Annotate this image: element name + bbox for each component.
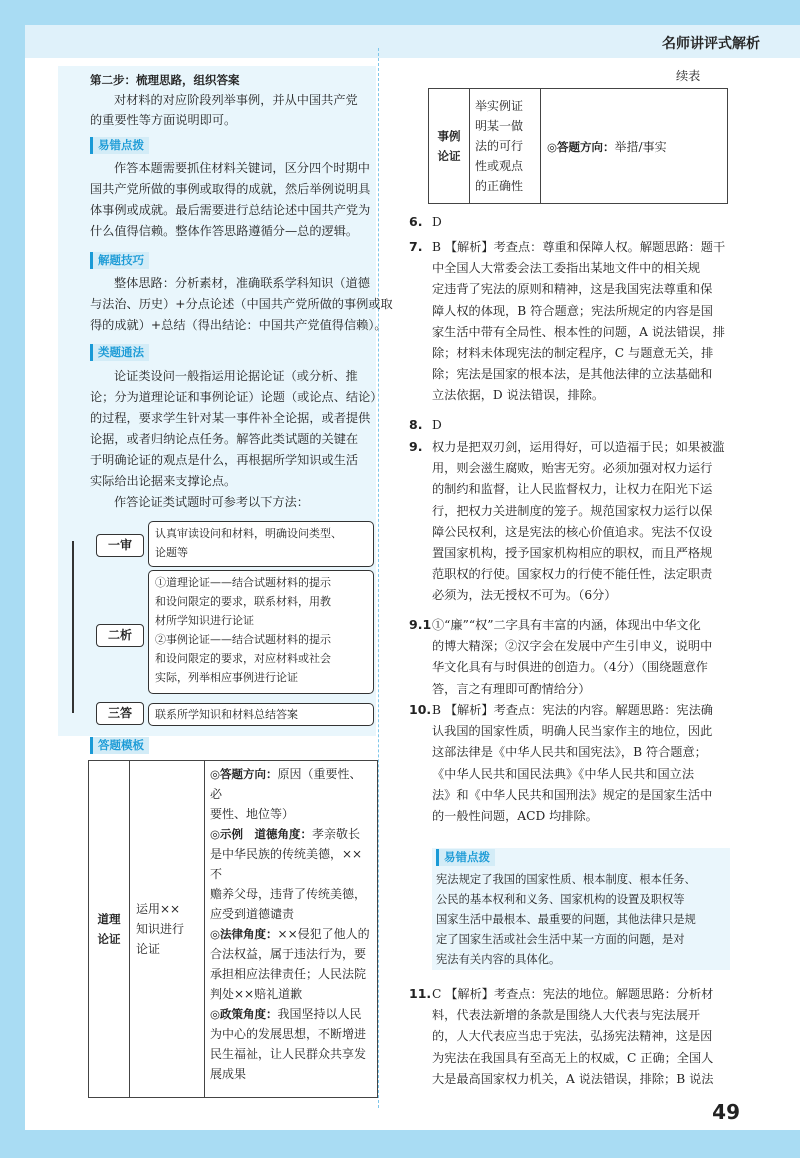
errors-right-line: 公民的基本权利和义务、国家机构的设置及职权等: [436, 893, 685, 906]
table2-answer-cell: [541, 89, 728, 204]
answer-line: 的，人大代表应当忠于宪法，弘扬宪法精神，这是因: [432, 1029, 713, 1044]
answer-line: 立法依据，D 说法错误，排除。: [432, 388, 605, 403]
method-line: 于明确论证的观点是什么，再根据所学知识或生活: [90, 453, 359, 467]
table-answer-cell: [205, 761, 378, 1098]
answer-line: 置国家机构，授予国家机构相应的职权，而且严格规: [432, 546, 713, 560]
table-answer-line: [210, 884, 372, 904]
answer-line: C 【解析】考查点：宪法的地位。解题思路：分析材: [432, 987, 714, 1001]
tag-errors: 易错点拨: [90, 137, 149, 154]
flow-step1-text: 认真审读设问和材料，明确设问类型、: [155, 527, 342, 540]
table-answer-line: [210, 924, 372, 944]
answer-line: 的博大精深；②汉字会在发展中产生引申义，说明中: [432, 639, 713, 654]
flow-step2-text: 材所学知识进行论证: [155, 614, 254, 627]
table-answer-line: [210, 944, 372, 964]
answer-line: 法》和《中华人民共和国刑法》规定的是国家生活中: [432, 787, 713, 802]
table-answer-line: [210, 844, 372, 884]
header-title: 名师讲评式解析: [662, 36, 760, 52]
template-table-continued: [428, 88, 728, 204]
answer-line: 为宪法在我国具有至高无上的权威，C 正确；全国人: [432, 1050, 714, 1065]
table-answer-line: [210, 764, 372, 804]
table2-method-cell: [470, 89, 541, 204]
flow-step2-text: 和设问限定的要求，对应材料或社会: [155, 652, 331, 665]
table-answer-line-text: ××侵犯了他人的: [277, 927, 370, 941]
table-answer-line: [210, 804, 372, 824]
answer-line: 必须为，法无授权不可为。（6分）: [432, 588, 617, 603]
step2-line: 对材料的对应阶段列举事例，并从中国共产党: [114, 93, 358, 107]
flow-step2-box: [148, 570, 374, 694]
answer-line: 华文化具有与时俱进的创造力。（4分）（围绕题意作: [432, 660, 708, 675]
table-answer-line-bold: ◎答题方向：: [210, 767, 278, 781]
flow-step2-text: ①道理论证——结合试题材料的提示: [155, 576, 331, 589]
table-answer-line: [210, 1044, 372, 1064]
errors-line: 国共产党所做的事例或取得的成就，然后举例说明具: [90, 182, 371, 196]
table-answer-line-text: 赡养父母，违背了传统美德，: [210, 887, 367, 901]
method-line: 实际给出论据来支撑论点。: [90, 474, 237, 488]
answer-line: 障公民权利，这是宪法的核心价值追求。宪法不仅设: [432, 524, 713, 539]
table-row-head: [89, 761, 130, 1098]
answer-line: 定违背了宪法的原则和精神，这是我国宪法尊重和保: [432, 282, 713, 297]
answer-line: 用，则会滋生腐败，贻害无穷。必须加强对权力运行: [432, 461, 713, 476]
table-answer-line-bold: ◎政策角度：: [210, 1007, 278, 1021]
table2-row-head-text: 事例论证: [437, 129, 461, 163]
answer-number: 7.: [409, 239, 423, 254]
answer-line: 大是最高国家权力机关，A 说法错误，排除；B 说法: [432, 1071, 714, 1086]
template-table: [88, 760, 378, 1098]
answer-line: 料，代表法新增的条款是围绕人大代表与宪法展开: [432, 1008, 701, 1023]
answer-number: 9.: [409, 439, 423, 454]
answer-line: D: [432, 215, 442, 229]
method-line: 的过程，要求学生针对某一事件补全论据，或者提供: [90, 411, 371, 425]
table2-answer-text: 举措/事实: [614, 139, 667, 154]
table-answer-line-text: 是中华民族的传统美德，××不: [210, 847, 363, 881]
table-answer-line-text: 我国坚持以人民: [277, 1007, 362, 1021]
answer-line: 的一般性问题，ACD 均排除。: [432, 809, 598, 823]
table-answer-line-text: 展成果: [210, 1067, 247, 1081]
errors-line: 作答本题需要抓住材料关键词，区分四个时期中: [114, 161, 370, 175]
table-answer-line-text: 孝亲敬长: [312, 827, 361, 841]
column-divider: [378, 48, 379, 1108]
flow-step1-label: 一审: [96, 534, 144, 557]
method-line: 作答论证类试题时可参考以下方法：: [114, 495, 309, 509]
table-answer-line-text: 要性、地位等）: [210, 807, 295, 821]
table-answer-line-text: 合法权益，属于违法行为，要: [210, 947, 367, 961]
table2-answer-bold: ◎答题方向：: [547, 139, 615, 154]
answer-line: 权力是把双刃剑，运用得好，可以造福于民；如果被滥: [432, 440, 725, 454]
tips-line: 整体思路：分析素材，准确联系学科知识（道德: [114, 276, 370, 290]
table-answer-line: [210, 984, 372, 1004]
method-line: 论证类设问一般指运用论据论证（或分析、推: [114, 369, 358, 383]
table-answer-line-text: 承担相应法律责任；人民法院: [210, 967, 367, 981]
errors-right-line: 宪法规定了我国的国家性质、根本制度、根本任务、: [436, 873, 696, 886]
errors-right-line: 国家生活中最根本、最重要的问题，其他法律只是规: [436, 913, 696, 926]
flow-step3-text: 联系所学知识和材料总结答案: [155, 708, 298, 721]
answer-line: D: [432, 418, 442, 432]
answer-line: 家生活中带有全局性、根本性的问题，A 说法错误，排: [432, 324, 725, 339]
table2-method-text: 举实例证明某一做法的可行性或观点的正确性: [475, 99, 524, 193]
answer-line: 认我国的国家性质，明确人民当家作主的地位，因此: [432, 724, 713, 739]
flow-step2-text: 和设问限定的要求，联系材料，用教: [155, 595, 331, 608]
method-line: 论据，或者归纳论点任务。解答此类试题的关键在: [90, 432, 359, 446]
flow-connector: [72, 541, 74, 713]
table-method-cell: [130, 761, 205, 1098]
table-answer-line-text: 民生福祉，让人民群众共享发: [210, 1047, 367, 1061]
flow-step2-label: 二析: [96, 624, 144, 647]
answer-number: 9.1: [409, 617, 432, 632]
answer-line: 这部法律是《中华人民共和国宪法》，B 符合题意；: [432, 745, 707, 760]
flow-step2-text: ②事例论证——结合试题材料的提示: [155, 633, 331, 646]
errors-right-line: 宪法有关内容的具体化。: [436, 953, 561, 966]
table-answer-line-bold: ◎法律角度：: [210, 927, 278, 941]
continued-label: 续表: [676, 69, 701, 83]
errors-right-line: 定了国家生活或社会生活中某一方面的问题，是对: [436, 933, 685, 946]
table-answer-line-text: 应受到道德谴责: [210, 907, 295, 921]
answer-line: B 【解析】考查点：宪法的内容。解题思路：宪法确: [432, 703, 713, 717]
answer-line: 《中华人民共和国民法典》《中华人民共和国立法: [432, 766, 695, 781]
step2-title: 第二步：梳理思路，组织答案: [90, 73, 240, 87]
method-line: 论；分为道理论证和事例论证）论题（或论点、结论）: [90, 390, 383, 404]
errors-line: 体事例或成就。最后需要进行总结论述中国共产党为: [90, 203, 371, 217]
flow-step2-text: 实际，列举相应事例进行论证: [155, 671, 298, 684]
table-answer-lines: [210, 764, 372, 1084]
table-row-head-text: 道理论证: [97, 912, 121, 946]
tag-tips: 解题技巧: [90, 252, 149, 269]
answer-line: ①“廉”“权”二字具有丰富的内涵，体现出中华文化: [432, 618, 701, 632]
answer-line: 行，把权力关进制度的笼子。规范国家权力运行以保: [432, 503, 713, 518]
tag-template: 答题模板: [90, 737, 149, 754]
flow-step3-label: 三答: [96, 702, 144, 725]
table-answer-line-bold: ◎示例 道德角度：: [210, 827, 313, 841]
flow-step3-box: [148, 703, 374, 726]
answer-line: 的制约和监督，让人民监督权力，让权力在阳光下运: [432, 482, 713, 497]
page-number: 49: [712, 1100, 740, 1124]
table-answer-line: [210, 1024, 372, 1044]
step2-line: 的重要性等方面说明即可。: [90, 113, 237, 127]
answer-number: 11.: [409, 986, 432, 1001]
table-answer-line: [210, 1064, 372, 1084]
table-answer-line: [210, 1004, 372, 1024]
answer-line: 障人权的体现，B 符合题意；宪法所规定的内容是国: [432, 303, 713, 318]
answer-number: 10.: [409, 702, 432, 717]
answer-line: B 【解析】考查点：尊重和保障人权。解题思路：题干: [432, 240, 726, 254]
tag-method: 类题通法: [90, 344, 149, 361]
errors-line: 什么值得信赖。整体作答思路遵循分—总的逻辑。: [90, 224, 359, 238]
table2-row-head: [429, 89, 470, 204]
answer-line: 范职权的行使。国家权力的行使不能任性，法定职责: [432, 567, 713, 582]
tips-line: 得的成就）+总结（得出结论：中国共产党值得信赖）。: [90, 318, 387, 332]
answer-line: 中全国人大常委会法工委指出某地文件中的相关规: [432, 261, 701, 276]
answer-line: 除；宪法是国家的根本法，是其他法律的立法基础和: [432, 367, 713, 382]
answer-number: 6.: [409, 214, 423, 229]
table-answer-line-text: 原因（重要性、必: [210, 767, 362, 801]
table-answer-line-text: 为中心的发展思想，不断增进: [210, 1027, 367, 1041]
table-method-text: 运用××知识进行论证: [136, 902, 185, 956]
tag-errors-right: 易错点拨: [436, 849, 495, 866]
tips-line: 与法治、历史）+分点论述（中国共产党所做的事例或取: [90, 297, 393, 311]
table-answer-line-text: 判处××赔礼道歉: [210, 987, 303, 1001]
answer-line: 除；材料未体现宪法的制定程序，C 与题意无关，排: [432, 346, 714, 360]
table-answer-line: [210, 904, 372, 924]
flow-step1-text: 论题等: [155, 546, 188, 559]
answer-number: 8.: [409, 417, 423, 432]
flow-step1-box: [148, 521, 374, 567]
answer-line: 答，言之有理即可酌情给分）: [432, 681, 591, 696]
table-answer-line: [210, 964, 372, 984]
table-answer-line: [210, 824, 372, 844]
